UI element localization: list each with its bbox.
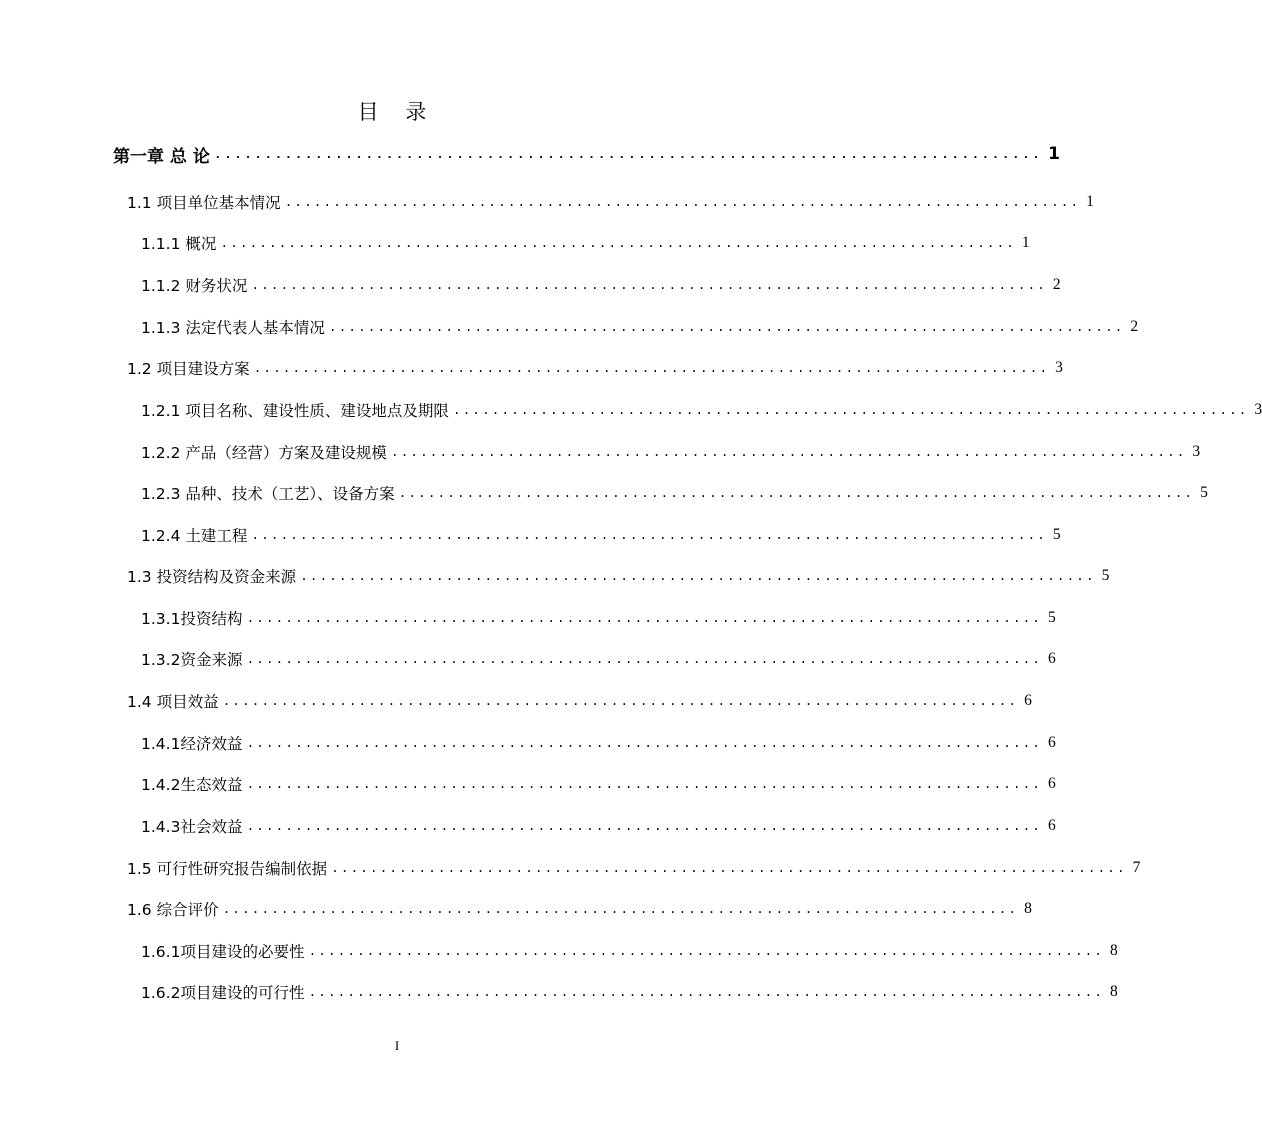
toc-entry-1-4-2[interactable] (141, 772, 1056, 796)
toc-leader-dots: .................................................................................. (246, 735, 1042, 751)
toc-leader-dots: .................................................................................. (246, 651, 1042, 667)
toc-entry-1-2-3[interactable] (141, 481, 1208, 505)
toc-entry-page: 6 (1047, 650, 1056, 667)
toc-entry-1-2[interactable] (127, 356, 1063, 380)
toc-entry-1-3-2[interactable] (141, 647, 1056, 671)
toc-entry-1-2-1[interactable] (141, 398, 1262, 422)
toc-leader-dots: .................................................................................. (390, 444, 1187, 460)
toc-entry-1-1-2[interactable] (141, 273, 1061, 297)
toc-entry-page: 8 (1024, 900, 1032, 917)
toc-entry-page: 1 (1086, 193, 1094, 210)
toc-entry-1-6-1[interactable] (141, 939, 1118, 963)
toc-entry-1-6-2[interactable] (141, 980, 1118, 1004)
toc-leader-dots: .................................................................................. (308, 984, 1104, 1000)
toc-leader-dots: .................................................................................. (251, 527, 1047, 543)
toc-leader-dots: .................................................................................. (251, 277, 1047, 293)
toc-entry-page: 5 (1200, 484, 1208, 501)
toc-entry-label: 1.2.2 产品（经营）方案及建设规模 (141, 444, 387, 462)
toc-entry-label: 1.2 项目建设方案 (127, 360, 250, 378)
toc-leader-dots: .................................................................................. (328, 319, 1125, 335)
toc-entry-page: 3 (1055, 359, 1063, 376)
toc-leader-dots: .................................................................................. (222, 693, 1019, 709)
toc-entry-1-2-4[interactable] (141, 523, 1061, 547)
toc-entry-label: 1.6 综合评价 (127, 901, 219, 919)
toc-entry-label: 1.6.2项目建设的可行性 (141, 984, 305, 1002)
toc-title: 目 录 (357, 100, 437, 124)
toc-leader-dots: .................................................................................. (246, 610, 1042, 626)
toc-entry-page: 1 (1048, 144, 1060, 164)
toc-entry-1-4[interactable] (127, 689, 1032, 713)
toc-entry-label: 1.4.1经济效益 (141, 735, 243, 753)
toc-entry-chapter-1[interactable] (113, 142, 1060, 167)
toc-entry-page: 5 (1101, 567, 1110, 584)
toc-entry-page: 6 (1047, 734, 1056, 751)
toc-entry-label: 1.2.3 品种、技术（工艺）、设备方案 (141, 485, 395, 503)
toc-entry-label: 1.6.1项目建设的必要性 (141, 943, 305, 961)
toc-entry-label: 1.1.3 法定代表人基本情况 (141, 319, 325, 337)
toc-entry-1-3-1[interactable] (141, 606, 1056, 630)
toc-entry-1-1-1[interactable] (141, 231, 1030, 255)
toc-entry-page: 3 (1192, 443, 1201, 460)
toc-entry-1-4-3[interactable] (141, 814, 1056, 838)
toc-leader-dots: .................................................................................. (308, 943, 1104, 959)
toc-entry-label: 1.4.2生态效益 (141, 776, 243, 794)
toc-entry-page: 7 (1132, 859, 1141, 876)
toc-leader-dots: .................................................................................. (452, 402, 1249, 418)
toc-entry-1-1-3[interactable] (141, 315, 1139, 339)
toc-entry-label: 1.1 项目单位基本情况 (127, 194, 281, 212)
toc-entry-page: 1 (1021, 234, 1030, 251)
toc-leader-dots: .................................................................................. (331, 860, 1127, 876)
toc-entry-label: 1.1.1 概况 (141, 235, 217, 253)
toc-entry-page: 3 (1254, 401, 1262, 418)
toc-entry-page: 5 (1052, 526, 1061, 543)
toc-entry-page: 6 (1047, 817, 1056, 834)
toc-entry-page: 5 (1047, 609, 1056, 626)
toc-entry-label: 1.2.4 土建工程 (141, 527, 248, 545)
toc-leader-dots: .................................................................................. (246, 776, 1042, 792)
toc-entry-label: 1.4.3社会效益 (141, 818, 243, 836)
toc-entry-page: 8 (1109, 983, 1118, 1000)
toc-entry-1-1[interactable] (127, 190, 1094, 214)
toc-leader-dots: .................................................................................. (213, 146, 1043, 162)
toc-entry-label: 1.3.2资金来源 (141, 651, 243, 669)
toc-entry-1-3[interactable] (127, 564, 1110, 588)
toc-entry-label: 1.3.1投资结构 (141, 610, 243, 628)
toc-entry-1-6[interactable] (127, 897, 1032, 921)
toc-leader-dots: .................................................................................. (398, 485, 1195, 501)
toc-leader-dots: .................................................................................. (300, 568, 1096, 584)
toc-leader-dots: .................................................................................. (253, 360, 1050, 376)
toc-entry-page: 6 (1024, 692, 1032, 709)
toc-entry-label: 1.4 项目效益 (127, 693, 219, 711)
toc-leader-dots: .................................................................................. (284, 194, 1081, 210)
toc-entry-label: 1.3 投资结构及资金来源 (127, 568, 297, 586)
toc-entry-label: 1.2.1 项目名称、建设性质、建设地点及期限 (141, 402, 449, 420)
toc-entry-page: 2 (1052, 276, 1061, 293)
footer-page-number: I (394, 1038, 400, 1053)
toc-entry-1-2-2[interactable] (141, 440, 1201, 464)
toc-entry-label: 第一章 总 论 (113, 146, 210, 167)
toc-entry-1-5[interactable] (127, 856, 1141, 880)
toc-leader-dots: .................................................................................. (246, 818, 1042, 834)
toc-entry-label: 1.5 可行性研究报告编制依据 (127, 860, 328, 878)
toc-entry-1-4-1[interactable] (141, 731, 1056, 755)
toc-entry-label: 1.1.2 财务状况 (141, 277, 248, 295)
toc-entry-page: 6 (1047, 775, 1056, 792)
toc-entry-page: 2 (1130, 318, 1139, 335)
toc-leader-dots: .................................................................................. (220, 235, 1016, 251)
toc-leader-dots: .................................................................................. (222, 901, 1019, 917)
toc-entry-page: 8 (1109, 942, 1118, 959)
